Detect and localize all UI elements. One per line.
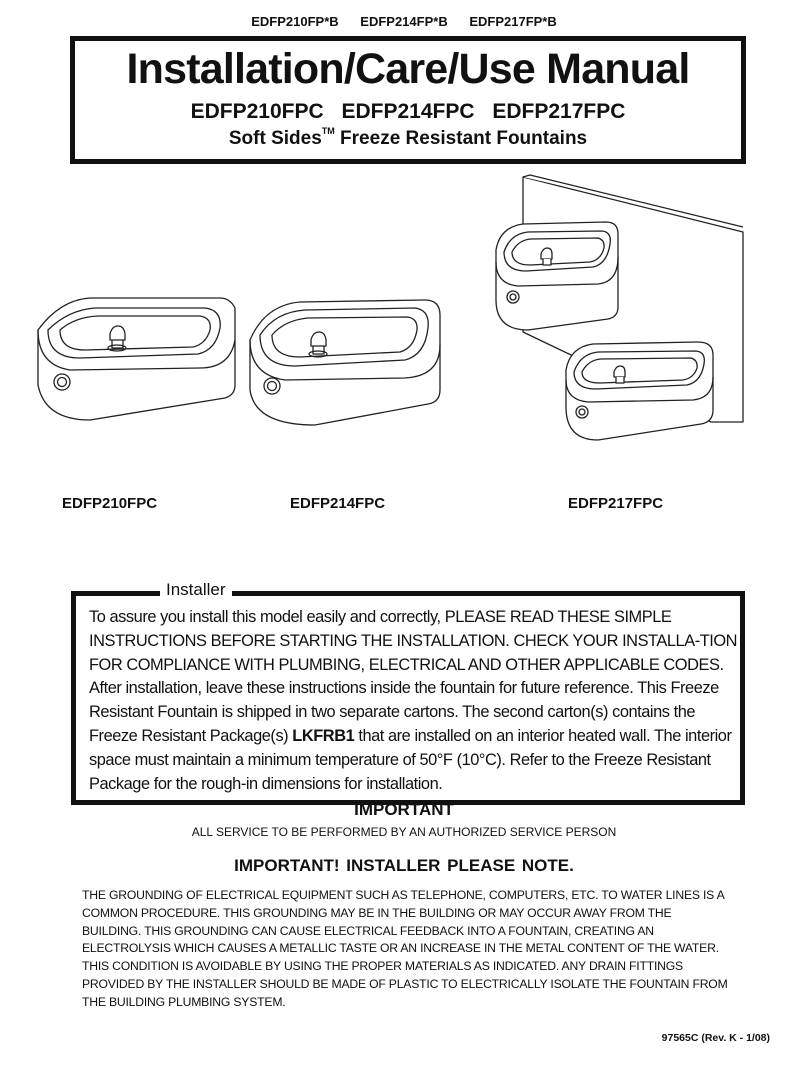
page-title: Installation/Care/Use Manual <box>126 45 690 93</box>
illustration-label: EDFP210FPC <box>62 495 158 512</box>
installer-notice-box <box>71 591 745 805</box>
installer-tag: Installer <box>160 580 232 600</box>
trademark-mark: TM <box>321 126 335 136</box>
model-code: EDFP210FP*B <box>251 14 339 29</box>
service-notice: ALL SERVICE TO BE PERFORMED BY AN AUTHORIZED SERVICE PERSON <box>191 825 617 839</box>
illustration-label: EDFP217FPC <box>568 495 664 512</box>
installer-text-part: that are installed on an interior heated wall. The interior space must maintain a minimum temperature of 50°F (10°C). Refer to the Freeze Resistant Package for the rough-in dimensions for installation. <box>89 726 732 793</box>
drinking-fountain-icon <box>30 290 250 425</box>
title-box <box>70 36 746 164</box>
model-code: EDFP214FP*B <box>360 14 448 29</box>
illustration-label: EDFP214FPC <box>290 495 386 512</box>
important-heading: IMPORTANT <box>354 800 454 819</box>
subtitle-brand: Soft Sides <box>228 128 322 149</box>
grounding-notice: THE GROUNDING OF ELECTRICAL EQUIPMENT SUCH AS TELEPHONE, COMPUTERS, ETC. TO WATER LINES IS A COMMON PROCEDURE. THIS GROUNDING MAY BE IN THE BUILDING OR MAY OCCUR AWAY FROM THE BUILDING. THIS GROUNDING CAN CAUSE ELECTRICAL FEEDBACK INTO A FOUNTAIN, CREATING AN ELECTROLYSIS WHICH CAUSES A METALLIC TASTE OR AN INCREASE IN THE METAL CONTENT OF THE WATER. THIS CONDITION IS AVOIDABLE BY USING THE PROPER MATERIALS AS INDICATED. ANY DRAIN FITTINGS PROVIDED BY THE INSTALLER SHOULD BE MADE OF PLASTIC TO ELECTRICALLY ISOLATE THE FOUNTAIN FROM THE BUILDING PLUMBING SYSTEM. <box>82 888 728 1009</box>
drinking-fountain-icon <box>245 290 455 430</box>
header-model-codes <box>0 14 808 29</box>
model-numbers <box>75 100 741 124</box>
bi-level-drinking-fountain-icon <box>488 172 748 450</box>
package-code: LKFRB1 <box>292 726 355 745</box>
installer-text-part: To assure you install this model easily and correctly, PLEASE READ THESE SIMPLE INSTRUCTIONS BEFORE STARTING THE INSTALLATION. CHECK YOUR INSTALLA-TION FOR COMPLIANCE WITH PLUMBING, ELECTRICAL AND OTHER APPLICABLE CODES. After installation, leave these instructions inside the fountain for future reference. This Freeze Resistant Fountain is shipped in two separate cartons. The second carton(s) contains the Freeze Resistant Package(s) <box>89 608 738 745</box>
model-number: EDFP217FPC <box>492 100 626 123</box>
model-number: EDFP210FPC <box>190 100 324 123</box>
subtitle-rest: Freeze Resistant Fountains <box>334 128 588 149</box>
installer-instructions <box>89 606 739 796</box>
subtitle <box>75 126 741 150</box>
model-code: EDFP217FP*B <box>469 14 557 29</box>
revision-number: 97565C (Rev. K - 1/08) <box>661 1032 770 1044</box>
installer-note-heading: IMPORTANT! INSTALLER PLEASE NOTE. <box>234 856 574 875</box>
model-number: EDFP214FPC <box>341 100 475 123</box>
